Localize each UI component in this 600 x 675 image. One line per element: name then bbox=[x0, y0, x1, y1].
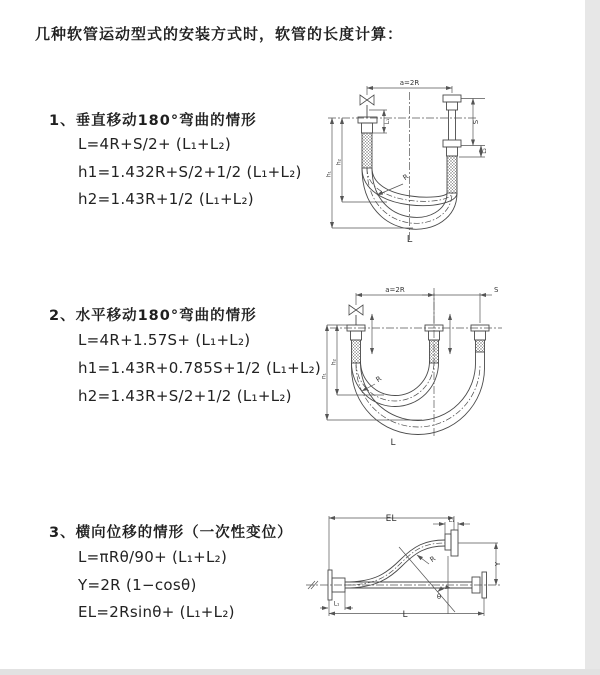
dim-label-s: S bbox=[471, 119, 480, 125]
dim-label-l: L bbox=[406, 234, 413, 245]
formula-line: h2=1.43R+S/2+1/2 (L₁+L₂) bbox=[78, 387, 292, 405]
dim-label-l: L bbox=[390, 438, 396, 448]
dim-label-h1: h₁ bbox=[326, 171, 333, 177]
right-fitting bbox=[471, 325, 489, 368]
dim-label-s: S bbox=[494, 286, 499, 294]
diagram-horizontal-180-bend bbox=[322, 268, 600, 458]
dim-label-h2: h₂ bbox=[336, 159, 343, 165]
section-1-heading: 1、垂直移动180°弯曲的情形 bbox=[49, 113, 257, 129]
dim-label-l1-top: L₁ bbox=[448, 518, 455, 524]
left-fitting bbox=[347, 325, 365, 363]
dim-label-l2: L₂ bbox=[482, 148, 488, 154]
formula-line: L=πRθ/90+ (L₁+L₂) bbox=[78, 548, 228, 566]
dim-label-r: R bbox=[401, 172, 411, 183]
hose-assembly bbox=[347, 305, 489, 435]
formula-line: L=4R+1.57S+ (L₁+L₂) bbox=[78, 331, 251, 349]
dim-label-h2: h₂ bbox=[331, 359, 338, 365]
dim-label-a2r: a=2R bbox=[399, 79, 420, 87]
hose-curve-wide-position bbox=[352, 363, 485, 435]
formula-line: Y=2R (1−cosθ) bbox=[78, 576, 197, 594]
dim-label-h1: h₁ bbox=[322, 373, 328, 379]
valve-icon bbox=[360, 95, 374, 105]
section-2-heading: 2、水平移动180°弯曲的情形 bbox=[49, 308, 257, 324]
diagram-vertical-180-bend bbox=[325, 74, 525, 249]
left-fitting bbox=[358, 117, 377, 168]
dim-label-el: EL bbox=[385, 514, 397, 524]
formula-line: EL=2Rsinθ+ (L₁+L₂) bbox=[78, 603, 235, 621]
formula-line: h1=1.432R+S/2+1/2 (L₁+L₂) bbox=[78, 163, 302, 181]
dimension-labels bbox=[327, 79, 489, 245]
dimension-lines bbox=[328, 86, 485, 242]
formula-line: h2=1.43R+1/2 (L₁+L₂) bbox=[78, 190, 254, 208]
hose-assembly bbox=[328, 530, 487, 600]
dim-label-l1: L₁ bbox=[385, 118, 391, 125]
formula-line: L=4R+S/2+ (L₁+L₂) bbox=[78, 135, 232, 153]
dimension-labels bbox=[322, 286, 499, 448]
dim-label-r: R bbox=[374, 374, 384, 385]
formula-line: h1=1.43R+0.785S+1/2 (L₁+L₂) bbox=[78, 359, 322, 377]
section-3-heading: 3、横向位移的情形（一次性变位） bbox=[49, 525, 293, 541]
dim-label-theta: θ bbox=[436, 593, 442, 601]
diagram-lateral-displacement bbox=[298, 498, 598, 648]
valve-icon bbox=[349, 305, 363, 315]
page-title: 几种软管运动型式的安装方式时，软管的长度计算： bbox=[35, 25, 404, 43]
dim-label-a2r: a=2R bbox=[385, 286, 405, 294]
dim-label-r: R bbox=[428, 554, 438, 565]
dim-label-l: L bbox=[402, 610, 408, 620]
scan-edge-bottom bbox=[0, 669, 600, 675]
right-fitting-upper bbox=[443, 95, 461, 140]
dim-label-y: Y bbox=[494, 561, 502, 567]
dimension-labels bbox=[334, 514, 502, 620]
top-right-flange-fitting bbox=[445, 530, 458, 556]
hose-s-curve-displaced bbox=[345, 540, 445, 588]
dim-label-l1-left: L₁ bbox=[333, 601, 340, 608]
right-fitting-lower bbox=[443, 140, 461, 193]
